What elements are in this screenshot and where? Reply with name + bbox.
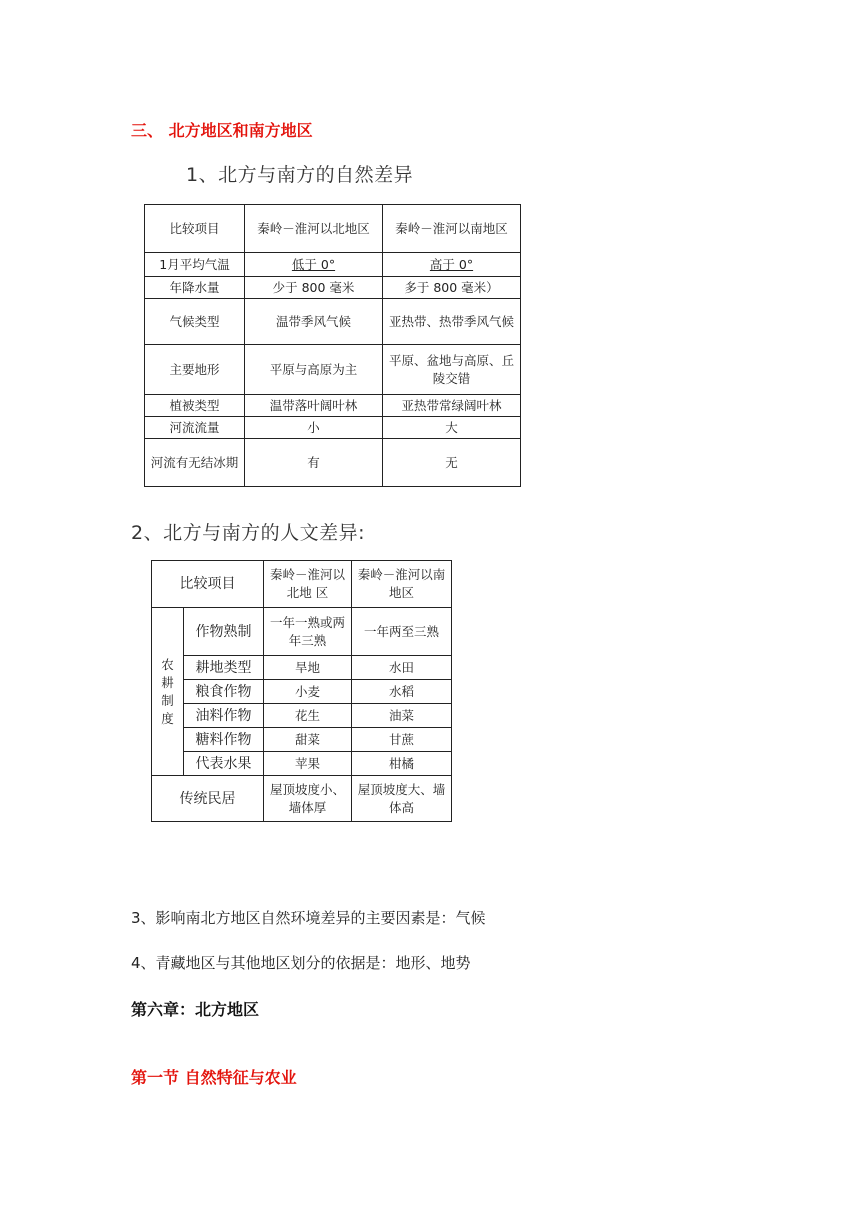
row-label: 植被类型 [145, 395, 245, 417]
table-row [145, 345, 521, 395]
statement-3: 3、影响南北方地区自然环境差异的主要因素是：气候 [131, 909, 486, 927]
section-title: 三、 北方地区和南方地区 [131, 121, 313, 140]
table-row [145, 253, 521, 277]
table-cell: 温带季风气候 [245, 299, 383, 345]
row-label: 主要地形 [145, 345, 245, 395]
table-cell: 一年两至三熟 [352, 608, 452, 656]
table-cell: 有 [245, 439, 383, 487]
table-row [152, 752, 452, 776]
table-cell: 屋顶坡度小、墙体厚 [264, 776, 352, 822]
statement-4: 4、青藏地区与其他地区划分的依据是：地形、地势 [131, 954, 471, 972]
natural-differences-heading: 1、北方与南方的自然差异 [186, 164, 414, 186]
farming-system-label: 农 耕 制 度 [152, 608, 184, 776]
table-cell: 一年一熟或两年三熟 [264, 608, 352, 656]
chapter-title: 第六章：北方地区 [131, 1000, 260, 1019]
table-cell: 亚热带常绿阔叶林 [383, 395, 521, 417]
table-row [145, 395, 521, 417]
table-cell: 平原、盆地与高原、丘陵交错 [383, 345, 521, 395]
table-cell: 低于 0° [245, 253, 383, 277]
table-row [145, 417, 521, 439]
cultural-differences-heading: 2、北方与南方的人文差异: [131, 522, 365, 544]
table-row [145, 299, 521, 345]
header-cell: 秦岭－淮河以南地区 [383, 205, 521, 253]
table-row [145, 439, 521, 487]
section-1-title: 第一节 自然特征与农业 [131, 1068, 297, 1087]
row-label: 传统民居 [152, 776, 264, 822]
row-label: 耕地类型 [184, 656, 264, 680]
row-label: 油料作物 [184, 704, 264, 728]
table-cell: 甜菜 [264, 728, 352, 752]
table-cell: 小麦 [264, 680, 352, 704]
table-cell: 无 [383, 439, 521, 487]
row-label: 代表水果 [184, 752, 264, 776]
row-label: 作物熟制 [184, 608, 264, 656]
table-cell: 小 [245, 417, 383, 439]
table-row [152, 704, 452, 728]
table-cell: 水田 [352, 656, 452, 680]
row-label: 气候类型 [145, 299, 245, 345]
table-row [145, 277, 521, 299]
table-row [152, 728, 452, 752]
header-cell: 比较项目 [145, 205, 245, 253]
natural-differences-table [144, 204, 521, 487]
header-cell: 秦岭－淮河以南地区 [352, 561, 452, 608]
table-cell: 甘蔗 [352, 728, 452, 752]
row-label: 1月平均气温 [145, 253, 245, 277]
cultural-differences-table [151, 560, 452, 822]
table-row [152, 680, 452, 704]
table-cell: 温带落叶阔叶林 [245, 395, 383, 417]
table-header-row [152, 561, 452, 608]
table-cell: 多于 800 毫米） [383, 277, 521, 299]
table-cell: 柑橘 [352, 752, 452, 776]
row-label: 河流有无结冰期 [145, 439, 245, 487]
header-cell: 秦岭－淮河以北地 区 [264, 561, 352, 608]
table-cell: 花生 [264, 704, 352, 728]
header-cell: 秦岭－淮河以北地区 [245, 205, 383, 253]
table-cell: 水稻 [352, 680, 452, 704]
table-cell: 平原与高原为主 [245, 345, 383, 395]
row-label: 年降水量 [145, 277, 245, 299]
row-label: 粮食作物 [184, 680, 264, 704]
table-cell: 油菜 [352, 704, 452, 728]
table-cell: 屋顶坡度大、墙体高 [352, 776, 452, 822]
table-header-row [145, 205, 521, 253]
table-row [152, 776, 452, 822]
table-row [152, 608, 452, 656]
table-cell: 少于 800 毫米 [245, 277, 383, 299]
table-cell: 旱地 [264, 656, 352, 680]
table-cell: 亚热带、热带季风气候 [383, 299, 521, 345]
table-cell: 高于 0° [383, 253, 521, 277]
header-cell: 比较项目 [152, 561, 264, 608]
table-cell: 大 [383, 417, 521, 439]
table-cell: 苹果 [264, 752, 352, 776]
table-row [152, 656, 452, 680]
row-label: 河流流量 [145, 417, 245, 439]
row-label: 糖料作物 [184, 728, 264, 752]
